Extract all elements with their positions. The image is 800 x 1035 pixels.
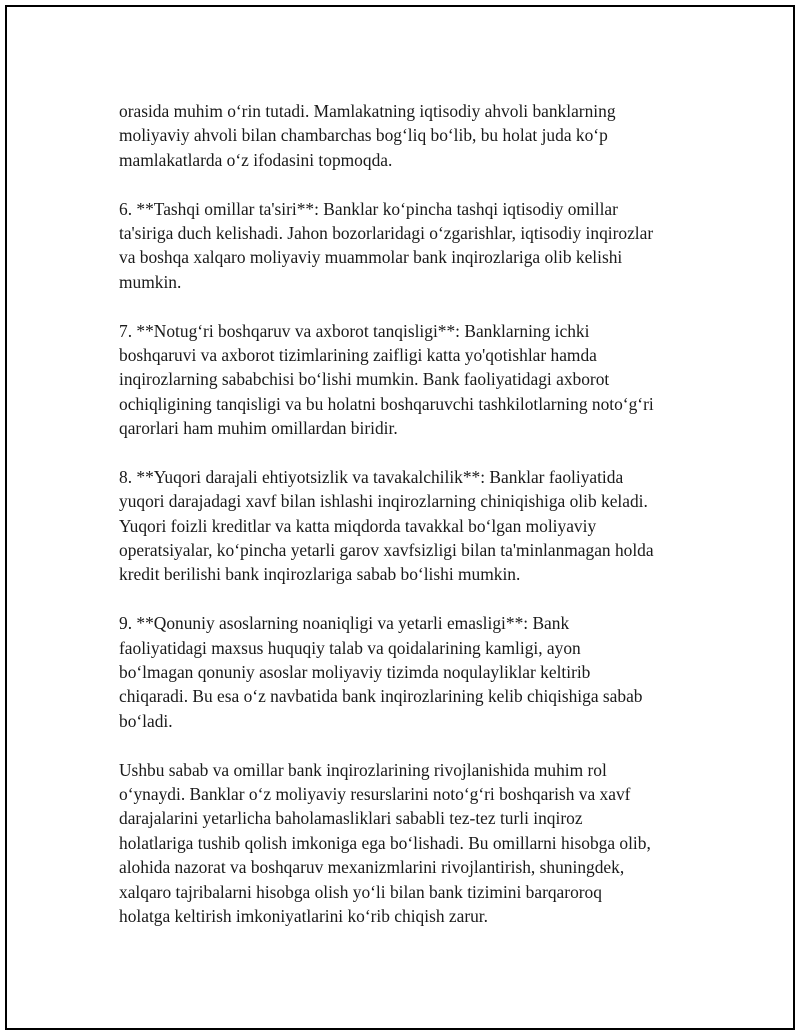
text-line: va boshqa xalqaro moliyaviy muammolar bank inqirozlariga olib kelishi <box>119 247 623 268</box>
text-line: 8. **Yuqori darajali ehtiyotsizlik va tavakalchilik**: Banklar faoliyatida <box>119 466 624 487</box>
text-line: 6. **Tashqi omillar ta'siri**: Banklar ko‘pincha tashqi iqtisodiy omillar <box>119 198 618 219</box>
text-line: xalqaro tajribalarni hisobga olish yo‘li bilan bank tizimini barqaroroq <box>119 881 602 902</box>
text-line: alohida nazorat va boshqaruv mexanizmlarini rivojlantirish, shuningdek, <box>119 857 625 878</box>
paragraph-intro <box>119 99 719 172</box>
text-line: bo‘lmagan qonuniy asoslar moliyaviy tizimda noqulayliklar keltirib <box>119 661 591 682</box>
text-line: qarorlari ham muhim omillardan biridir. <box>119 418 398 439</box>
text-line: mamlakatlarda o‘z ifodasini topmoqda. <box>119 149 393 170</box>
paragraph-item-7 <box>119 319 719 441</box>
paragraph-item-8 <box>119 465 719 587</box>
text-line: kredit berilishi bank inqirozlariga sabab bo‘lishi mumkin. <box>119 564 521 585</box>
paragraph-conclusion <box>119 758 719 929</box>
paragraph-item-6 <box>119 197 719 295</box>
page <box>5 5 795 1030</box>
text-line: bo‘ladi. <box>119 710 173 731</box>
text-line: 9. **Qonuniy asoslarning noaniqligi va yetarli emasligi**: Bank <box>119 613 570 634</box>
text-line: orasida muhim o‘rin tutadi. Mamlakatning iqtisodiy ahvoli banklarning <box>119 101 616 121</box>
paragraph-item-9 <box>119 611 719 733</box>
text-line: Ushbu sabab va omillar bank inqirozlarining rivojlanishida muhim rol <box>119 759 607 780</box>
text-line: holatga keltirish imkoniyatlarini ko‘rib chiqish zarur. <box>119 905 488 926</box>
text-line: boshqaruvi va axborot tizimlarining zaifligi katta yo'qotishlar hamda <box>119 344 597 365</box>
text-line: holatlariga tushib qolish imkoniga ega bo‘lishadi. Bu omillarni hisobga olib, <box>119 832 651 853</box>
text-line: faoliyatidagi maxsus huquqiy talab va qoidalarining kamligi, ayon <box>119 637 581 658</box>
text-line: chiqaradi. Bu esa o‘z navbatida bank inqirozlarining kelib chiqishiga sabab <box>119 686 643 707</box>
text-line: ochiqligining tanqisligi va bu holatni boshqaruvchi tashkilotlarning noto‘g‘ri <box>119 393 654 414</box>
text-line: ta'siriga duch kelishadi. Jahon bozorlaridagi o‘zgarishlar, iqtisodiy inqirozlar <box>119 222 654 243</box>
text-line: Yuqori foizli kreditlar va katta miqdorda tavakkal bo‘lgan moliyaviy <box>119 515 597 536</box>
document-body <box>119 99 719 953</box>
text-line: operatsiyalar, ko‘pincha yetarli garov xavfsizligi bilan ta'minlanmagan holda <box>119 540 654 561</box>
text-line: moliyaviy ahvoli bilan chambarchas bog‘liq bo‘lib, bu holat juda ko‘p <box>119 125 608 146</box>
text-line: 7. **Notug‘ri boshqaruv va axborot tanqisligi**: Banklarning ichki <box>119 320 590 341</box>
text-line: o‘ynaydi. Banklar o‘z moliyaviy resurslarini noto‘g‘ri boshqarish va xavf <box>119 783 631 804</box>
text-line: yuqori darajadagi xavf bilan ishlashi inqirozlarning chiniqishiga olib keladi. <box>119 491 648 512</box>
text-line: darajalarini yetarlicha baholamasliklari sababli tez-tez turli inqiroz <box>119 808 583 829</box>
text-line: inqirozlarning sababchisi bo‘lishi mumkin. Bank faoliyatidagi axborot <box>119 369 610 390</box>
text-line: mumkin. <box>119 271 182 292</box>
